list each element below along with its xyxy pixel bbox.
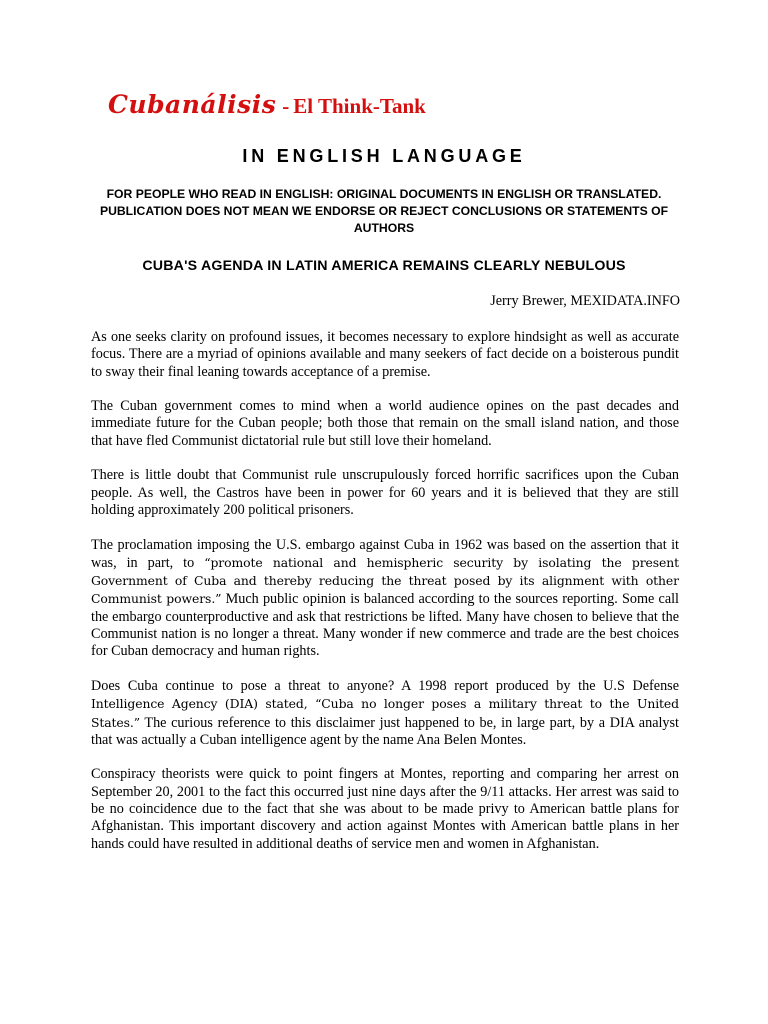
masthead — [108, 92, 426, 117]
embargo-quote: “promote national and hemispheric security by isolating the present Government of Cuba and thereby reducing the threat posed by its alignment with other Communist powers.” — [91, 554, 679, 607]
paragraph-text: The curious reference to this disclaimer just happened to be, in large part, by a DIA analyst that was actually a Cuban intelligence agent by the name Ana Belen Montes. — [91, 714, 679, 748]
brand-logo: Cubanálisis — [108, 90, 277, 119]
dia-quote: Intelligence Agency (DIA) stated, “Cuba no longer poses a military threat to the United States.” — [91, 696, 679, 730]
paragraph: Conspiracy theorists were quick to point fingers at Montes, reporting and comparing her arrest on September 20, 2001 to the fact this occurred just nine days after the 9/11 attacks. Her arrest was said to be no coincidence due to the fact that she was about to be made privy to American battle plans for Afghanistan. This important discovery and action against Montes with American battle plans in her hands could have resulted in additional deaths of service men and women in Afghanistan. — [91, 766, 679, 852]
paragraph-text: The proclamation imposing the U.S. embargo against Cuba in 1962 was based on the assertion that it was, in part, to — [91, 536, 679, 571]
brand-tagline: El Think-Tank — [293, 94, 426, 118]
article-title: CUBA'S AGENDA IN LATIN AMERICA REMAINS CLEARLY NEBULOUS — [142, 258, 626, 274]
article-byline: Jerry Brewer, MEXIDATA.INFO — [490, 293, 680, 309]
paragraph — [91, 537, 679, 661]
paragraph: There is little doubt that Communist rule unscrupulously forced horrific sacrifices upon the Cuban people. As well, the Castros have been in power for 60 years and it is believed that they are still holding approximately 200 political prisoners. — [91, 467, 679, 518]
paragraph: The Cuban government comes to mind when a world audience opines on the past decades and immediate future for the Cuban people; both those that remain on the small island nation, and those that have fled Communist dictatorial rule but still love their homeland. — [91, 398, 679, 449]
paragraph — [91, 678, 679, 749]
paragraph-text: Much public opinion is balanced according to the sources reporting. Some call the embargo counterproductive and ask that restrictions be lifted. Many have chosen to believe that the Communist nation is no longer a threat. Many wonder if new commerce and trade are the best choices for Cuban democracy and human rights. — [91, 591, 679, 660]
article-body — [91, 329, 679, 870]
section-title: IN ENGLISH LANGUAGE — [242, 146, 526, 166]
publication-disclaimer: FOR PEOPLE WHO READ IN ENGLISH: ORIGINAL DOCUMENTS IN ENGLISH OR TRANSLATED. PUBLICATION DOES NOT MEAN WE ENDORSE OR REJECT CONCLUSIONS OR STATEMENTS OF AUTHORS — [99, 187, 669, 235]
brand-separator: - — [282, 94, 290, 118]
paragraph-text: Does Cuba continue to pose a threat to anyone? A 1998 report produced by the U.S Defense — [91, 677, 679, 694]
paragraph: As one seeks clarity on profound issues, it becomes necessary to explore hindsight as well as accurate focus. There are a myriad of opinions available and many seekers of fact decide on a boisterous pundit to sway their final leaning towards acceptance of a premise. — [91, 329, 679, 380]
